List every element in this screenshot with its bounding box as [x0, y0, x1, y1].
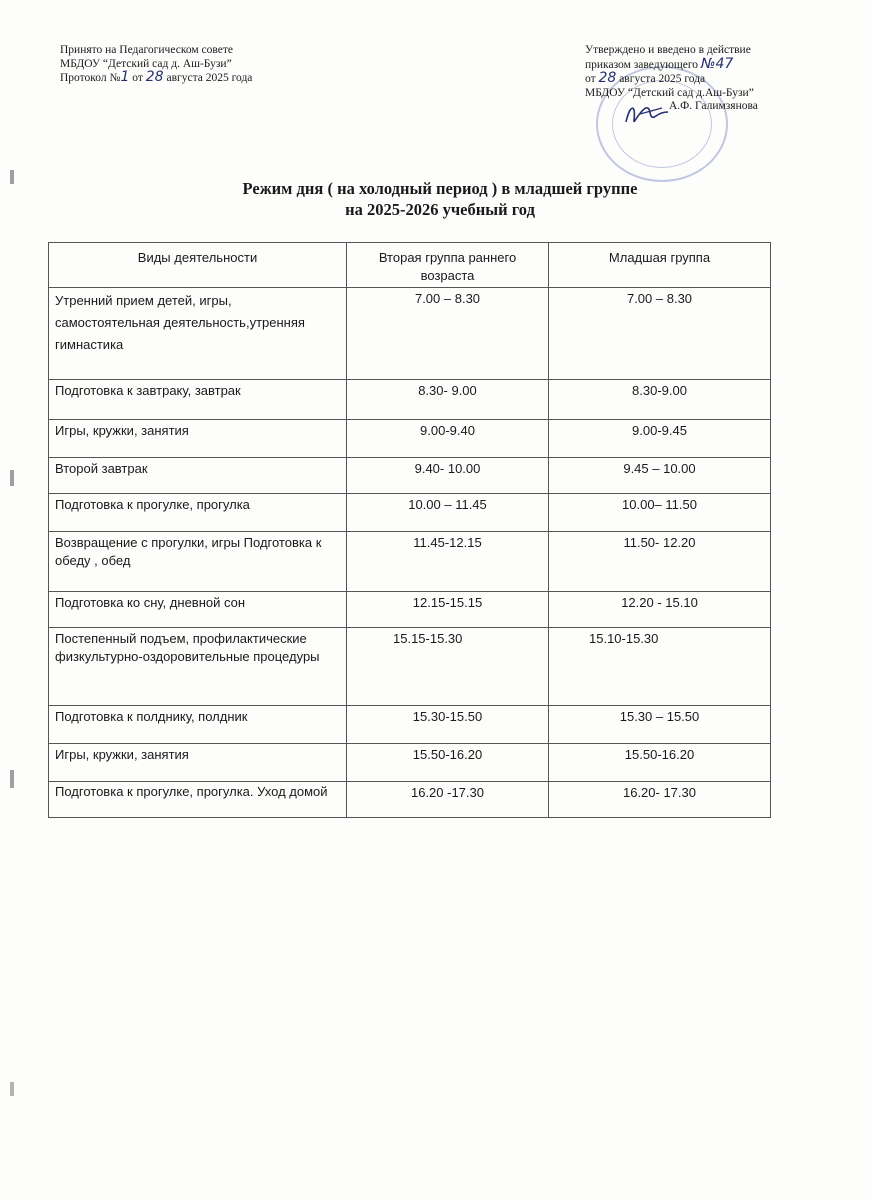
junior-group-time: 15.30 – 15.50 — [549, 706, 771, 744]
adoption-day: 28 — [145, 69, 164, 85]
table-row — [49, 744, 771, 782]
junior-group-time: 7.00 – 8.30 — [549, 288, 771, 380]
activity-cell: Постепенный подъем, профилактические физкультурно-оздоровительные процедуры — [49, 628, 347, 706]
junior-group-time: 10.00– 11.50 — [549, 494, 771, 532]
junior-group-time: 8.30-9.00 — [549, 380, 771, 420]
early-group-time: 9.40- 10.00 — [347, 458, 549, 494]
title-line-2: на 2025-2026 учебный год — [345, 200, 535, 219]
adoption-block — [60, 44, 252, 86]
adoption-date-suffix: августа 2025 года — [163, 72, 253, 84]
activity-cell: Подготовка к полднику, полдник — [49, 706, 347, 744]
early-group-time: 9.00-9.40 — [347, 420, 549, 458]
header-junior-group: Младшая группа — [549, 243, 771, 288]
junior-group-time: 9.00-9.45 — [549, 420, 771, 458]
from-label: от — [129, 72, 146, 84]
early-group-time: 11.45-12.15 — [347, 532, 549, 592]
activity-cell: Подготовка ко сну, дневной сон — [49, 592, 347, 628]
junior-group-time: 11.50- 12.20 — [549, 532, 771, 592]
junior-group-time: 15.50-16.20 — [549, 744, 771, 782]
early-group-time: 12.15-15.15 — [347, 592, 549, 628]
adoption-line-3 — [60, 71, 252, 86]
scan-mark — [10, 770, 14, 788]
activity-cell: Подготовка к прогулке, прогулка — [49, 494, 347, 532]
junior-group-time: 12.20 - 15.10 — [549, 592, 771, 628]
protocol-number: 1 — [120, 69, 130, 85]
early-group-time: 8.30- 9.00 — [347, 380, 549, 420]
junior-group-time: 15.10-15.30 — [549, 628, 771, 706]
activity-cell: Возвращение с прогулки, игры Подготовка к обеду , обед — [49, 532, 347, 592]
table-row — [49, 532, 771, 592]
activity-cell: Подготовка к прогулке, прогулка. Уход домой — [49, 782, 347, 818]
approval-line-1: Утверждено и введено в действие — [585, 44, 751, 56]
early-group-time: 10.00 – 11.45 — [347, 494, 549, 532]
approval-line-3 — [585, 72, 758, 87]
approval-block — [585, 44, 758, 114]
scan-mark — [10, 170, 14, 184]
approval-from-label: от — [585, 73, 599, 85]
table-row — [49, 628, 771, 706]
page-title — [100, 178, 780, 220]
protocol-label: Протокол № — [60, 72, 121, 84]
early-group-time: 15.15-15.30 — [347, 628, 549, 706]
approval-day: 28 — [598, 70, 617, 86]
table-header-row — [49, 243, 771, 288]
table-row — [49, 592, 771, 628]
early-group-time: 15.30-15.50 — [347, 706, 549, 744]
table-row — [49, 458, 771, 494]
scan-mark — [10, 1082, 14, 1096]
activity-cell: Утренний прием детей, игры, самостоятельная деятельность,утренняя гимнастика — [49, 288, 347, 380]
header-early-age-group: Вторая группа раннего возраста — [347, 243, 549, 288]
early-group-time: 15.50-16.20 — [347, 744, 549, 782]
table-row — [49, 420, 771, 458]
activity-cell: Игры, кружки, занятия — [49, 744, 347, 782]
schedule-table — [48, 242, 771, 818]
table-row — [49, 706, 771, 744]
activity-cell: Подготовка к завтраку, завтрак — [49, 380, 347, 420]
director-name: А.Ф. Галимзянова — [669, 100, 758, 112]
scan-mark — [10, 470, 14, 486]
table-row — [49, 288, 771, 380]
early-group-time: 7.00 – 8.30 — [347, 288, 549, 380]
activity-cell: Игры, кружки, занятия — [49, 420, 347, 458]
table-row — [49, 782, 771, 818]
junior-group-time: 9.45 – 10.00 — [549, 458, 771, 494]
order-label: приказом заведующего — [585, 58, 701, 71]
approval-date-suffix: августа 2025 года — [616, 73, 706, 85]
order-number: №47 — [700, 55, 734, 72]
approval-line-4: МБДОУ “Детский сад д.Аш-Бузи” — [585, 86, 754, 99]
activity-cell: Второй завтрак — [49, 458, 347, 494]
adoption-line-1: Принято на Педагогическом совете — [60, 44, 233, 56]
junior-group-time: 16.20- 17.30 — [549, 782, 771, 818]
table-row — [49, 380, 771, 420]
early-group-time: 16.20 -17.30 — [347, 782, 549, 818]
table-row — [49, 494, 771, 532]
title-line-1: Режим дня ( на холодный период ) в младшей группе — [242, 179, 638, 198]
adoption-line-2: МБДОУ “Детский сад д. Аш-Бузи” — [60, 57, 232, 70]
header-activity: Виды деятельности — [49, 243, 347, 288]
